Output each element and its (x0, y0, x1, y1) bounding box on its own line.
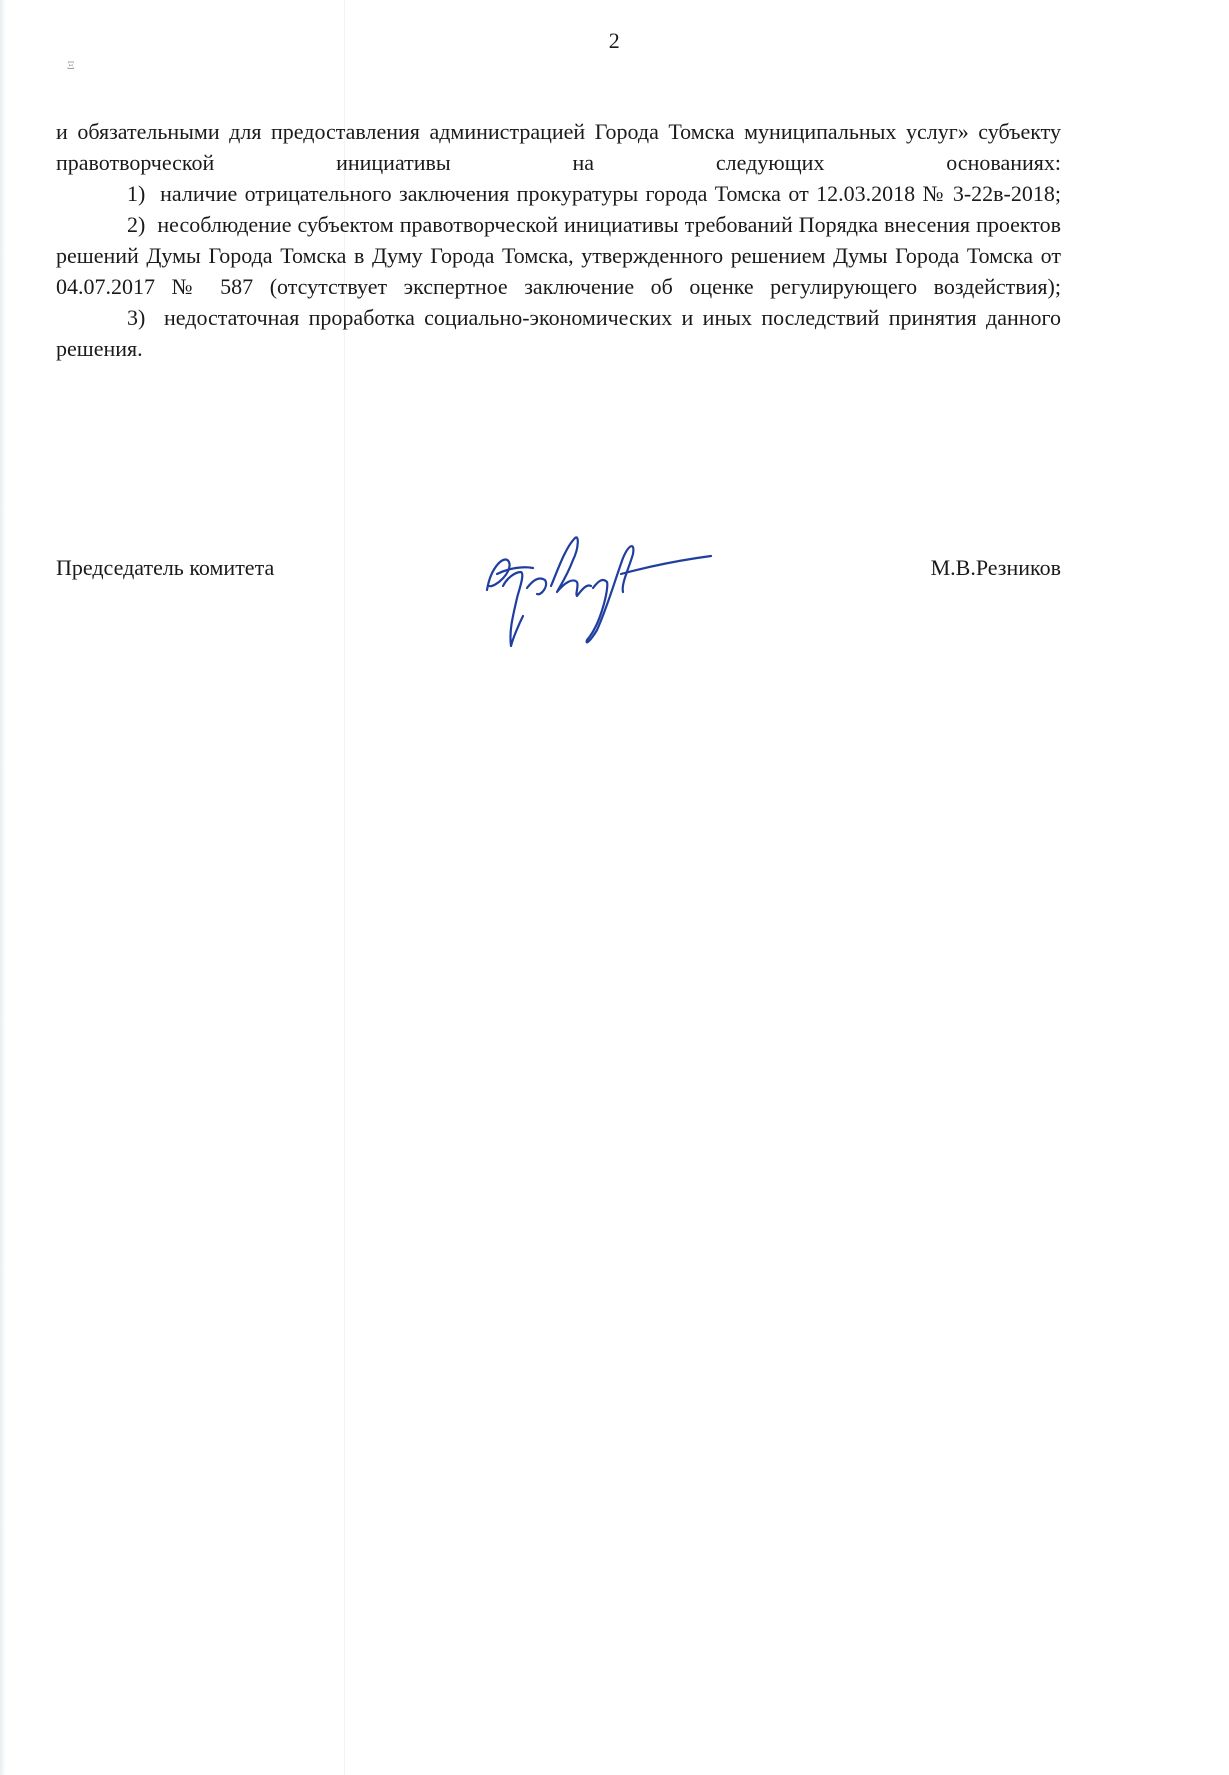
document-body (56, 116, 1061, 364)
signatory-name: М.В.Резников (930, 555, 1061, 580)
paragraph-reason-1: 1) наличие отрицательного заключения прокуратуры города Томска от 12.03.2018 № 3-22в-2018; (127, 181, 1061, 206)
paragraph-reason-3: 3) недостаточная проработка социально-экономических и иных последствий принятия данного решения. (56, 305, 1061, 361)
page-edge (0, 0, 6, 1775)
page-number: 2 (608, 28, 621, 53)
margin-mark: Ξ (67, 58, 75, 72)
paragraph-intro: и обязательными для предоставления администрацией Города Томска муниципальных услуг» субъекту правотворческой инициативы на следующих основаниях: (56, 119, 1061, 175)
signatory-role: Председатель комитета (56, 555, 275, 580)
paragraph-reason-2: 2) несоблюдение субъектом правотворческой инициативы требований Порядка внесения проектов решений Думы Города Томска в Думу Города Томска, утвержденного решением Думы Города Томска от 04.07.2017 № 587 (отсутствует экспертное заключение об оценке регулирующего воздействия); (56, 212, 1061, 299)
handwritten-signature (475, 528, 715, 658)
